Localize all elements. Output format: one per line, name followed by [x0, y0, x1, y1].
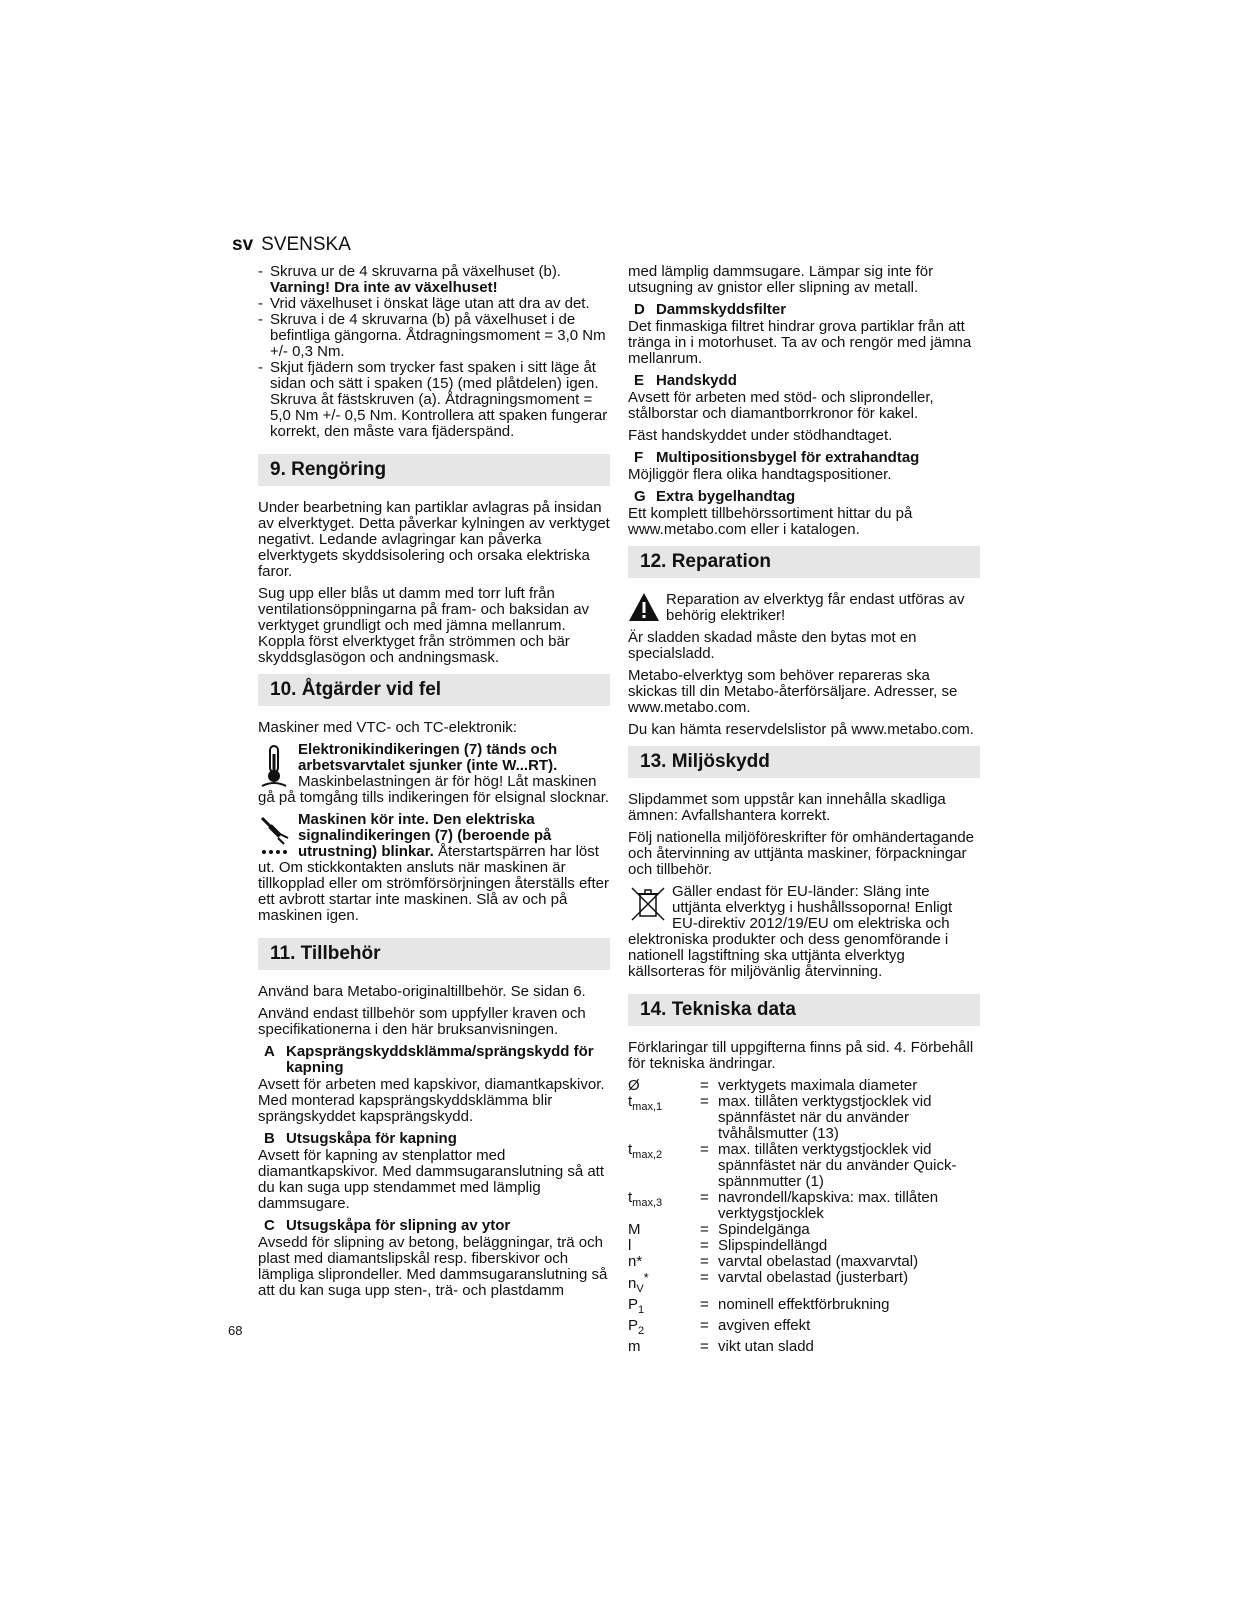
- section-heading-environment: 13. Miljöskydd: [628, 746, 980, 778]
- accessory-heading-d: D Dammskyddsfilter: [634, 301, 787, 318]
- symbol: $t_{max,1}$: [628, 1093, 663, 1113]
- overload-indicator-note: Elektronikindikeringen (7) tänds och arbetsvarvtalet sjunker (inte W...RT). Maskinbelastningen är för hög! Låt maskinen gå på tomgång tills indikeringen för elsignal slocknar.: [258, 741, 610, 806]
- weee-note: Gäller endast för EU-länder: Släng inte uttjänta elverktyg i hushållssoporna! Enligt EU-direktiv 2012/19/EU om elektriska och elektroniska produkter och dess genomförande i nationell lagstiftning ska uttjänta elverktyg källsorteras för miljövänlig återvinning.: [628, 883, 953, 980]
- paragraph: Avsett för kapning av stenplattor med diamantkapskivor. Med dammsugaranslutning så att du kan suga upp stendammet med lämplig dammsugare.: [258, 1147, 605, 1212]
- language-name: SVENSKA: [261, 234, 351, 255]
- plug-icon: [258, 812, 294, 858]
- section-heading-accessories: 11. Tillbehör: [258, 938, 610, 970]
- left-column: [258, 264, 610, 1305]
- restart-lock-note: Maskinen kör inte. Den elektriska signalindikeringen (7) (beroende på utrustning) blinkar. Återstartspärren har löst ut. Om stickkontakten ansluts när maskinen är tillkopplad eller om strömförsörjningen återställs efter ett avbrott startar inte maskinen. Slå av och på maskinen igen.: [258, 811, 609, 924]
- paragraph: Ett komplett tillbehörssortiment hittar du på www.metabo.com eller i katalogen.: [628, 505, 913, 538]
- accessory-heading-g: G Extra bygelhandtag: [634, 488, 796, 505]
- symbol: l: [628, 1237, 632, 1254]
- equals-sign: =: [700, 1093, 709, 1110]
- equals-sign: =: [700, 1269, 709, 1286]
- accessory-heading-a: A Kapsprängskyddsklämma/sprängskydd för kapning: [264, 1043, 594, 1076]
- equals-sign: =: [700, 1338, 709, 1355]
- page-number: 68: [228, 1323, 243, 1338]
- symbol: Ø: [628, 1077, 640, 1094]
- description: avgiven effekt: [718, 1317, 811, 1334]
- table-row: [628, 1339, 980, 1355]
- symbol: $P_1$: [628, 1296, 645, 1316]
- symbol: n*: [628, 1253, 643, 1270]
- equals-sign: =: [700, 1077, 709, 1094]
- thermometer-icon: [258, 742, 294, 788]
- table-row: [628, 1238, 980, 1254]
- crossed-bin-icon: [628, 884, 668, 924]
- paragraph: Det finmaskiga filtret hindrar grova partiklar från att tränga in i motorhuset. Ta av och rengör med jämna mellanrum.: [628, 318, 972, 367]
- accessory-heading-c: C Utsugskåpa för slipning av ytor: [264, 1217, 511, 1234]
- warning-triangle-icon: [628, 592, 660, 622]
- description: verktygets maximala diameter: [718, 1077, 918, 1094]
- list-item: - Skruva i de 4 skruvarna (b) på växelhuset i de befintliga gängorna. Åtdragningsmoment = 3,0 Nm +/- 0,3 Nm.: [258, 312, 610, 360]
- table-row: [628, 1190, 980, 1222]
- paragraph: Fäst handskyddet under stödhandtaget.: [628, 427, 893, 444]
- section-heading-cleaning: 9. Rengöring: [258, 454, 610, 486]
- table-row: [628, 1297, 980, 1318]
- paragraph: Maskiner med VTC- och TC-elektronik:: [258, 719, 517, 736]
- paragraph: Förklaringar till uppgifterna finns på sid. 4. Förbehåll för tekniska ändringar.: [628, 1039, 974, 1072]
- description: nominell effektförbrukning: [718, 1296, 890, 1313]
- section-heading-repair: 12. Reparation: [628, 546, 980, 578]
- paragraph: Följ nationella miljöföreskrifter för omhändertagande och återvinning av uttjänta maskiner, förpackningar och tillbehör.: [628, 829, 975, 878]
- symbol: m: [628, 1338, 641, 1355]
- paragraph: Avsedd för slipning av betong, beläggningar, trä och plast med diamantslipskål resp. fiberskivor och lämpliga sliprondeller. Med dammsugaranslutning så att du kan suga upp sten-, trä- och plastdamm: [258, 1234, 608, 1299]
- paragraph: Är sladden skadad måste den bytas mot en specialsladd.: [628, 629, 917, 662]
- symbol: $t_{max,2}$: [628, 1141, 663, 1161]
- table-row: [628, 1318, 980, 1339]
- paragraph: Du kan hämta reservdelslistor på www.metabo.com.: [628, 721, 974, 738]
- table-row: [628, 1078, 980, 1094]
- description: Spindelgänga: [718, 1221, 810, 1238]
- paragraph: Under bearbetning kan partiklar avlagras på insidan av elverktyget. Detta påverkar kylningen av verktyget negativt. Ledande avlagringar kan påverka elverktygets skyddsisolering och orsaka elektriska faror.: [258, 499, 610, 580]
- section-heading-troubleshooting: 10. Åtgärder vid fel: [258, 674, 610, 706]
- symbol: M: [628, 1221, 641, 1238]
- table-row: [628, 1254, 980, 1270]
- equals-sign: =: [700, 1296, 709, 1313]
- paragraph: Avsett för arbeten med stöd- och sliprondeller, stålborstar och diamantborrkronor för kakel.: [628, 389, 934, 422]
- repair-warning: Reparation av elverktyg får endast utföras av behörig elektriker!: [628, 592, 980, 624]
- equals-sign: =: [700, 1317, 709, 1334]
- description: varvtal obelastad (maxvarvtal): [718, 1253, 919, 1270]
- paragraph: Använd bara Metabo-originaltillbehör. Se sidan 6.: [258, 983, 586, 1000]
- table-row: [628, 1142, 980, 1190]
- symbol: $t_{max,3}$: [628, 1189, 663, 1209]
- equals-sign: =: [700, 1141, 709, 1158]
- description: Slipspindellängd: [718, 1237, 828, 1254]
- accessory-heading-f: F Multipositionsbygel för extrahandtag: [634, 449, 920, 466]
- table-row: [628, 1094, 980, 1142]
- description: max. tillåten verktygstjocklek vid spännfästet när du använder tvåhålsmutter (13): [718, 1093, 932, 1142]
- technical-data-list: [628, 1078, 980, 1355]
- paragraph: Slipdammet som uppstår kan innehålla skadliga ämnen: Avfallshantera korrekt.: [628, 791, 946, 824]
- description: max. tillåten verktygstjocklek vid spännfästet när du använder Quick-spännmutter (1): [718, 1141, 957, 1190]
- paragraph: Sug upp eller blås ut damm med torr luft från ventilationsöppningarna på fram- och baksidan av verktyget grundligt och med jämna mellanrum. Koppla först elverktyget från strömmen och bär skyddsglasögon och andningsmask.: [258, 585, 590, 666]
- list-item: - Vrid växelhuset i önskat läge utan att dra av det.: [258, 296, 610, 312]
- symbol: $n_V^*$: [628, 1271, 649, 1295]
- assembly-steps-list: [258, 264, 610, 440]
- table-row: [628, 1222, 980, 1238]
- language-code: sv: [232, 234, 254, 255]
- description: vikt utan sladd: [718, 1338, 814, 1355]
- paragraph: med lämplig dammsugare. Lämpar sig inte för utsugning av gnistor eller slipning av metall.: [628, 263, 934, 296]
- table-row: [628, 1270, 980, 1297]
- description: navrondell/kapskiva: max. tillåten verktygstjocklek: [718, 1189, 939, 1222]
- right-column: [628, 264, 980, 1355]
- paragraph: Möjliggör flera olika handtagspositioner.: [628, 466, 892, 483]
- list-item: - Skjut fjädern som trycker fast spaken i sitt läge åt sidan och sätt i spaken (15) (med plåtdelen) igen. Skruva åt fästskruven (a). Åtdragningsmoment = 5,0 Nm +/- 0,5 Nm. Kontrollera att spaken fungerar korrekt, den måste vara fjäderspänd.: [258, 360, 610, 440]
- equals-sign: =: [700, 1237, 709, 1254]
- paragraph: Avsett för arbeten med kapskivor, diamantkapskivor. Med monterad kapsprängskyddsklämma blir sprängskyddet kapsprängskydd.: [258, 1076, 605, 1125]
- page-header: [232, 234, 351, 256]
- equals-sign: =: [700, 1253, 709, 1270]
- symbol: $P_2$: [628, 1317, 645, 1337]
- accessory-heading-b: B Utsugskåpa för kapning: [264, 1130, 457, 1147]
- accessory-heading-e: E Handskydd: [634, 372, 737, 389]
- paragraph: Metabo-elverktyg som behöver repareras ska skickas till din Metabo-återförsäljare. Adresser, se www.metabo.com.: [628, 667, 958, 716]
- equals-sign: =: [700, 1189, 709, 1206]
- equals-sign: =: [700, 1221, 709, 1238]
- paragraph: Använd endast tillbehör som uppfyller kraven och specifikationerna i den här bruksanvisningen.: [258, 1005, 586, 1038]
- warning-text: Varning! Dra inte av växelhuset!: [270, 279, 498, 296]
- section-heading-technical-data: 14. Tekniska data: [628, 994, 980, 1026]
- description: varvtal obelastad (justerbart): [718, 1269, 909, 1286]
- list-item: - Skruva ur de 4 skruvarna på växelhuset (b). Varning! Dra inte av växelhuset!: [258, 264, 610, 296]
